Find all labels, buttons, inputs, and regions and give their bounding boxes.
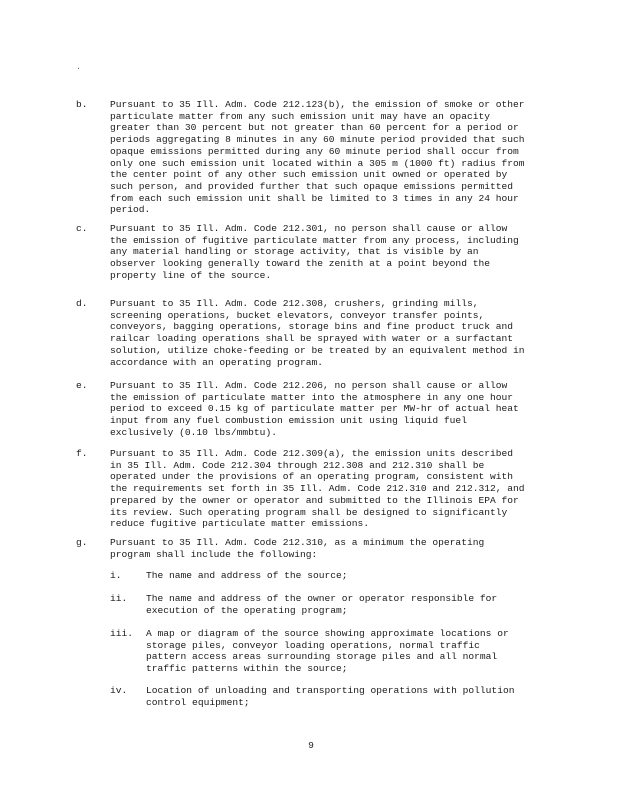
paragraph-e <box>76 380 526 439</box>
paragraph-text: Pursuant to 35 Ill. Adm. Code 212.301, no person shall cause or allow the emission of fugitive particulate matter from any process, including any material handling or storage activity, that is visible by an observer looking generally toward the zenith at a point beyond the property line of the source. <box>110 223 519 281</box>
paragraph-b <box>76 99 526 216</box>
paragraph-f <box>76 448 526 530</box>
paragraph-g <box>76 537 526 560</box>
subparagraph-i <box>110 570 520 582</box>
subparagraph-iv <box>110 685 520 708</box>
paragraph-text: Pursuant to 35 Ill. Adm. Code 212.206, no person shall cause or allow the emission of particulate matter into the atmosphere in any one hour period to exceed 0.15 kg of particulate matter per MW-hr of actual heat input from any fuel combustion emission unit using liquid fuel exclusively (0.10 lbs/mmbtu). <box>110 380 519 438</box>
subparagraph-iii <box>110 628 520 675</box>
paragraph-letter: f. <box>76 448 88 459</box>
paragraph-text: Pursuant to 35 Ill. Adm. Code 212.310, as a minimum the operating program shall include the following: <box>110 537 485 560</box>
subparagraph-numeral: iii. <box>110 628 134 639</box>
paragraph-d <box>76 298 526 368</box>
page-number: 9 <box>308 740 314 751</box>
paragraph-text: Pursuant to 35 Ill. Adm. Code 212.308, crushers, grinding mills, screening operations, bucket elevators, conveyor transfer points, conveyors, bagging operations, storage bins and fine product truck and railcar loading operations shall be sprayed with water or a surfactant solution, utilize choke-feeding or be treated by an equivalent method in accordance with an operating program. <box>110 298 525 368</box>
subparagraph-numeral: i. <box>110 570 122 581</box>
subparagraph-text: The name and address of the owner or operator responsible for execution of the operating program; <box>146 593 498 616</box>
paragraph-text: Pursuant to 35 Ill. Adm. Code 212.309(a), the emission units described in 35 Ill. Adm. Code 212.304 through 212.308 and 212.310 shall be operated under the provisions of an operating program, consistent with the requirements set forth in 35 Ill. Adm. Code 212.310 and 212.312, and prepared by the owner or operator and submitted to the Illinois EPA for its review. Such operating program shall be designed to significantly reduce fugitive particulate matter emissions. <box>110 448 525 530</box>
paragraph-letter: g. <box>76 537 88 548</box>
paragraph-c <box>76 223 526 282</box>
paragraph-letter: e. <box>76 380 88 391</box>
subparagraph-numeral: ii. <box>110 593 128 604</box>
paragraph-letter: c. <box>76 223 88 234</box>
paragraph-letter: b. <box>76 99 88 110</box>
subparagraph-text: The name and address of the source; <box>146 570 348 581</box>
subparagraph-ii <box>110 593 520 616</box>
subparagraph-numeral: iv. <box>110 685 128 696</box>
scan-mark: . <box>76 63 81 72</box>
paragraph-text: Pursuant to 35 Ill. Adm. Code 212.123(b), the emission of smoke or other particulate matter from any such emission unit may have an opacity greater than 30 percent but not greater than 60 percent for a period or periods aggregating 8 minutes in any 60 minute period provided that such opaque emissions permitted during any 60 minute period shall occur from only one such emission unit located within a 305 m (1000 ft) radius from the center point of any other such emission unit owned or operated by such person, and provided further that such opaque emissions permitted from each such emission unit shall be limited to 3 times in any 24 hour period. <box>110 99 525 216</box>
subparagraph-text: A map or diagram of the source showing approximate locations or storage piles, conveyor loading operations, normal traffic pattern access areas surrounding storage piles and all normal traffic patterns within the source; <box>146 628 509 675</box>
paragraph-letter: d. <box>76 298 88 309</box>
subparagraph-text: Location of unloading and transporting operations with pollution control equipment; <box>146 685 515 708</box>
